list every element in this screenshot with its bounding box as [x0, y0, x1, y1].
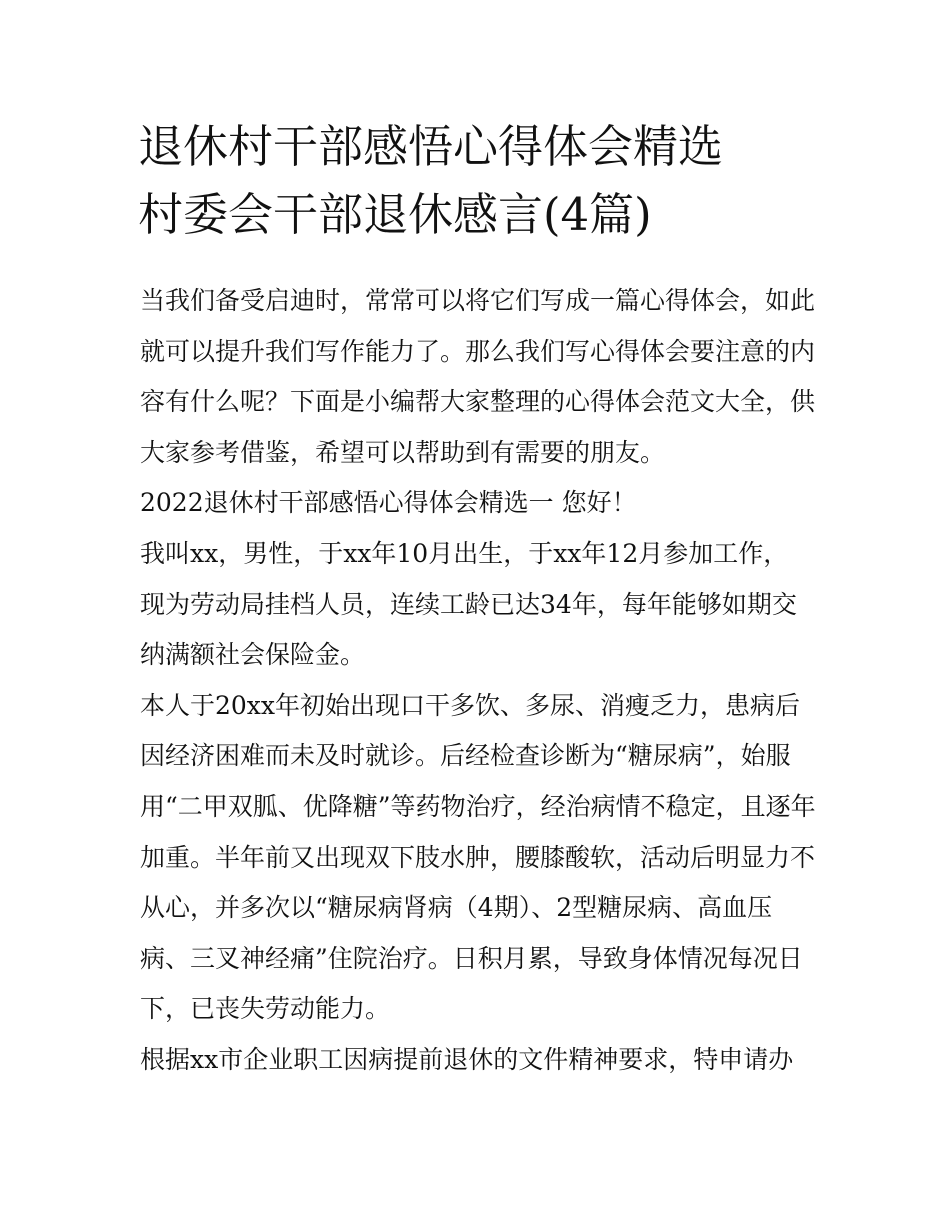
text-line: 纳满额社会保险金。 — [140, 640, 366, 670]
text-line: 加重。半年前又出现双下肢水肿，腰膝酸软，活动后明显力不 — [140, 842, 816, 872]
text-line: 用“二甲双胍、优降糖”等药物治疗，经治病情不稳定，且逐年 — [140, 791, 816, 821]
document-title — [138, 113, 838, 249]
text-line: 本人于20xx年初始出现口干多饮、多尿、消瘦乏力，患病后 — [140, 690, 801, 720]
text-line: 大家参考借鉴，希望可以帮助到有需要的朋友。 — [140, 437, 666, 467]
text-line: 从心，并多次以“糖尿病肾病（4期）、2型糖尿病、高血压 — [140, 893, 773, 923]
text-line: 容有什么呢？下面是小编帮大家整理的心得体会范文大全，供 — [140, 387, 816, 417]
title-line-2: 村委会干部退休感言(4篇) — [138, 188, 652, 241]
text-line: 当我们备受启迪时，常常可以将它们写成一篇心得体会，如此 — [140, 286, 816, 315]
document-body — [140, 276, 820, 1086]
title-line-1: 退休村干部感悟心得体会精选 — [138, 120, 724, 173]
text-line: 因经济困难而未及时就诊。后经检查诊断为“糖尿病”，始服 — [140, 741, 791, 771]
text-line: 病、三叉神经痛”住院治疗。日积月累，导致身体情况每况日 — [140, 943, 803, 973]
text-line: 就可以提升我们写作能力了。那么我们写心得体会要注意的内 — [140, 336, 816, 366]
text-line: 我叫xx，男性，于xx年10月出生，于xx年12月参加工作， — [140, 538, 789, 568]
text-line: 根据xx市企业职工因病提前退休的文件精神要求，特申请办 — [140, 1044, 794, 1074]
text-line: 2022退休村干部感悟心得体会精选一 您好！ — [140, 488, 637, 518]
text-line: 下，已丧失劳动能力。 — [140, 994, 391, 1024]
text-line: 现为劳动局挂档人员，连续工龄已达34年，每年能够如期交 — [140, 589, 797, 619]
